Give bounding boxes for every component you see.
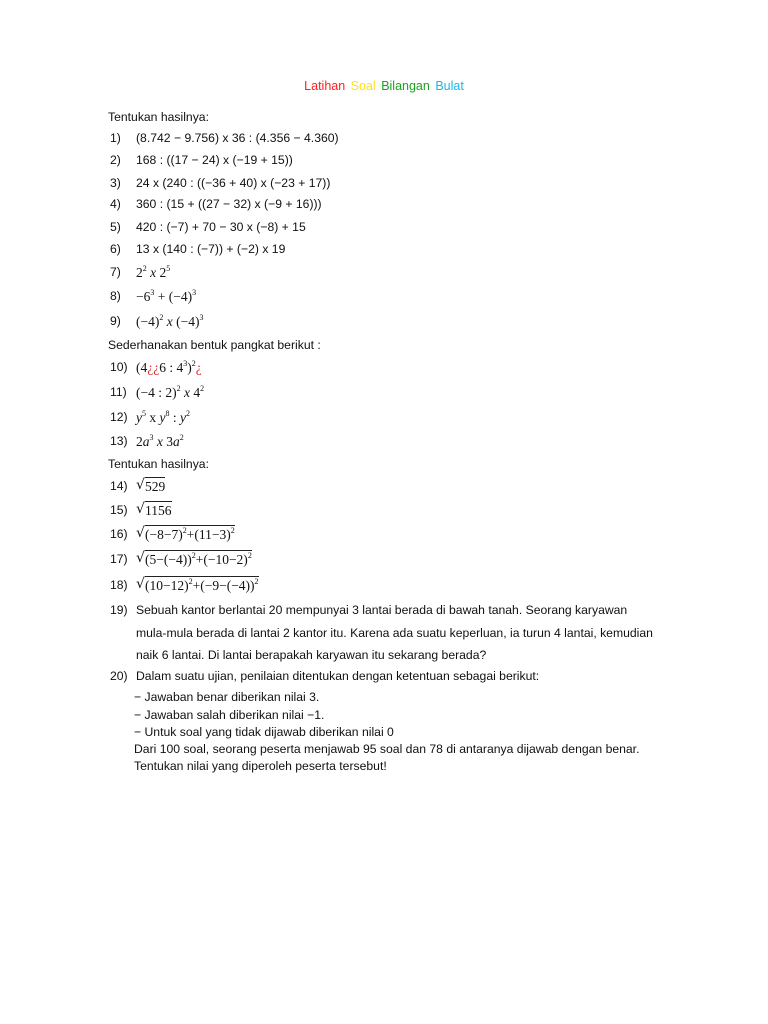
problem-text: 420 : (−7) + 70 − 30 x (−8) + 15 <box>136 220 306 234</box>
problem-formula: $2a^3$ x $3a^2$ <box>136 433 184 449</box>
problem-number: 14) <box>110 479 128 493</box>
problem-number: 17) <box>110 552 128 566</box>
problem-formula: (−4 : 2)$^2$ x $4^2$ <box>136 384 205 400</box>
problem-formula: $-6^3 + (-4)^3$ <box>136 288 197 304</box>
paragraph-line: naik 6 lantai. Di lantai berapakah karyawan itu sekarang berada? <box>136 648 487 662</box>
problem-number: 12) <box>110 410 128 424</box>
problem-10 <box>0 360 768 380</box>
section-heading-1: Tentukan hasilnya: <box>108 110 209 124</box>
problem-1 <box>0 131 768 151</box>
problem-9 <box>0 314 768 334</box>
section-heading-3: Tentukan hasilnya: <box>108 457 209 471</box>
problem-18 <box>0 578 768 598</box>
problem-20 <box>0 669 768 689</box>
paragraph-line: mula-mula berada di lantai 2 kantor itu. Karena ada suatu keperluan, ia turun 4 lantai, kemudian <box>136 625 653 640</box>
problem-number: 8) <box>110 289 121 303</box>
problem-text: 360 : (15 + ((27 − 32) x (−9 + 16))) <box>136 197 322 211</box>
problem-formula: √ $(10-12)^2+(-9-(-4))^2$ <box>136 576 259 593</box>
problem-3 <box>0 176 768 196</box>
title-word-bilangan: Bilangan <box>381 79 430 93</box>
problem-13 <box>0 434 768 454</box>
problem-formula: $2^2$ x $2^5$ <box>136 264 171 280</box>
sqrt-icon: √ <box>136 576 145 592</box>
problem-12 <box>0 410 768 430</box>
problem-17 <box>0 552 768 572</box>
problem-19-text <box>136 599 696 667</box>
problem-text: (8.742 − 9.756) x 36 : (4.356 − 4.360) <box>136 131 339 145</box>
problem-number: 9) <box>110 314 121 328</box>
problem-number: 5) <box>110 220 121 234</box>
problem-20-line: Tentukan nilai yang diperoleh peserta tersebut! <box>134 759 387 773</box>
problem-11 <box>0 385 768 405</box>
problem-number: 10) <box>110 360 128 374</box>
problem-formula: (4¿¿6 : $4^3)^2¿$ <box>136 359 202 375</box>
section-heading-2: Sederhanakan bentuk pangkat berikut : <box>108 338 321 352</box>
rule-wrong: − Jawaban salah diberikan nilai −1. <box>134 708 325 722</box>
problem-8 <box>0 289 768 309</box>
problem-7 <box>0 265 768 285</box>
problem-formula: $(-4)^2$ x $(-4)^3$ <box>136 313 204 329</box>
problem-5 <box>0 220 768 240</box>
sqrt-icon: √ <box>136 477 145 493</box>
problem-number: 16) <box>110 527 128 541</box>
problem-number: 1) <box>110 131 121 145</box>
problem-15 <box>0 503 768 523</box>
problem-formula: $y^5$ x $y^8$ : $y^2$ <box>136 409 191 425</box>
problem-formula: √ $(-8-7)^2+(11-3)^2$ <box>136 525 235 542</box>
problem-number: 7) <box>110 265 121 279</box>
problem-number: 2) <box>110 153 121 167</box>
problem-formula: √ $(5-(-4))^2+(-10-2)^2$ <box>136 550 252 567</box>
rule-unanswered: − Untuk soal yang tidak dijawab diberikan nilai 0 <box>134 725 394 739</box>
problem-16 <box>0 527 768 547</box>
problem-number: 15) <box>110 503 128 517</box>
problem-number: 19) <box>110 603 128 617</box>
sqrt-icon: √ <box>136 550 145 566</box>
problem-number: 11) <box>110 385 127 399</box>
problem-formula: √ 1156 <box>136 501 172 518</box>
problem-2 <box>0 153 768 173</box>
problem-text: 24 x (240 : ((−36 + 40) x (−23 + 17)) <box>136 176 331 190</box>
problem-14 <box>0 479 768 499</box>
page-title <box>0 79 768 93</box>
problem-number: 18) <box>110 578 128 592</box>
problem-number: 4) <box>110 197 121 211</box>
problem-number: 6) <box>110 242 121 256</box>
problem-text: 168 : ((17 − 24) x (−19 + 15)) <box>136 153 293 167</box>
title-word-bulat: Bulat <box>435 79 464 93</box>
rule-correct: − Jawaban benar diberikan nilai 3. <box>134 690 320 704</box>
problem-text: 13 x (140 : (−7)) + (−2) x 19 <box>136 242 286 256</box>
problem-6 <box>0 242 768 262</box>
problem-number: 3) <box>110 176 121 190</box>
problem-number: 13) <box>110 434 128 448</box>
problem-20-line: Dari 100 soal, seorang peserta menjawab 95 soal dan 78 di antaranya dijawab dengan benar. <box>134 742 640 756</box>
paragraph-line: Sebuah kantor berlantai 20 mempunyai 3 lantai berada di bawah tanah. Seorang karyawan <box>136 603 628 617</box>
title-word-latihan: Latihan <box>304 79 346 93</box>
problem-text: Dalam suatu ujian, penilaian ditentukan dengan ketentuan sebagai berikut: <box>136 669 540 683</box>
problem-4 <box>0 197 768 217</box>
problem-number: 20) <box>110 669 128 683</box>
sqrt-icon: √ <box>136 525 145 541</box>
problem-formula: √ 529 <box>136 477 166 494</box>
title-word-soal: Soal <box>350 79 376 93</box>
sqrt-icon: √ <box>136 501 145 517</box>
